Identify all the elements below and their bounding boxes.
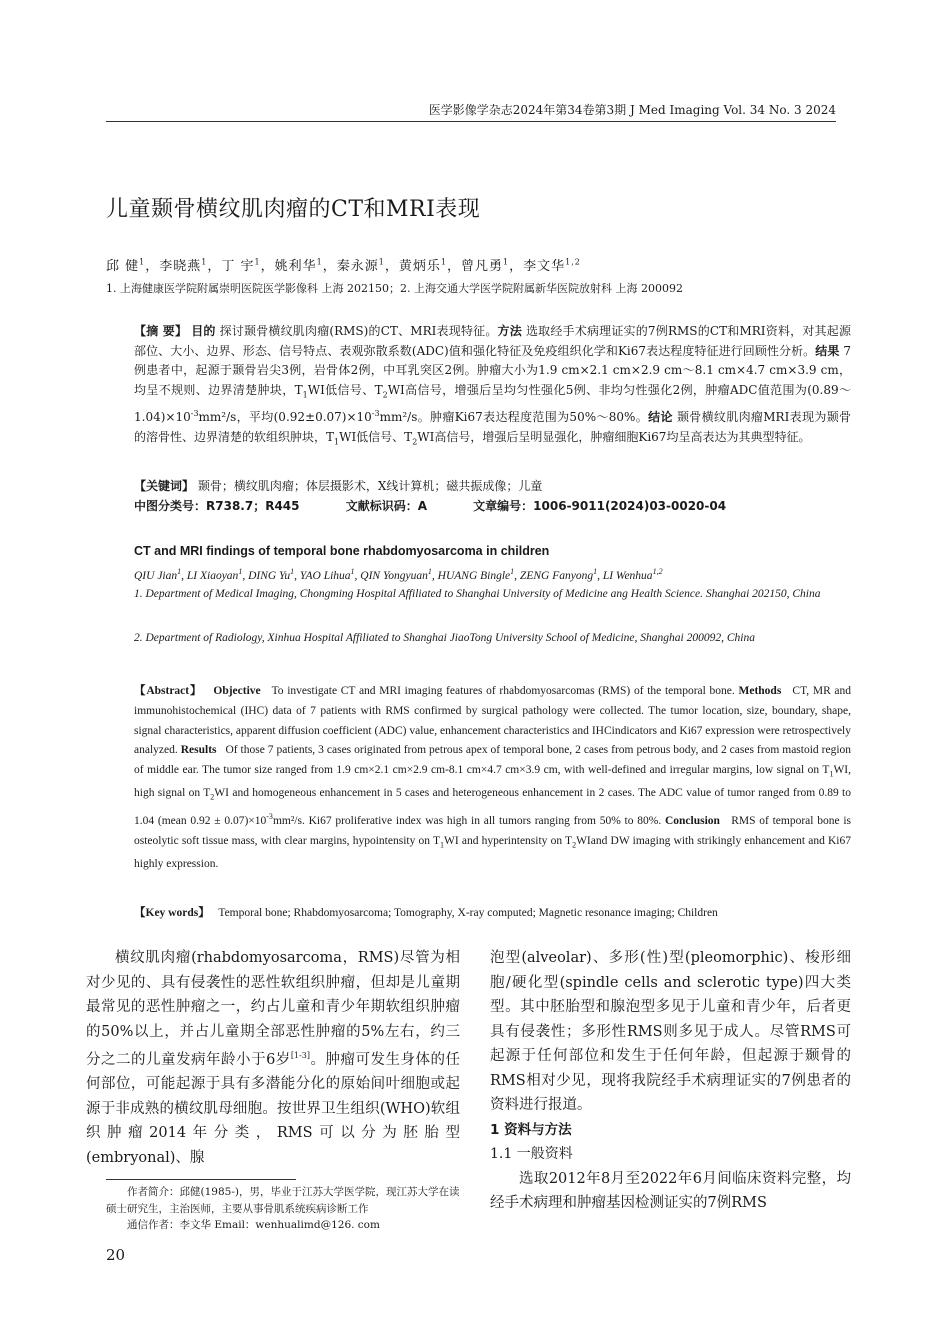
author-sup: 1 <box>254 257 261 267</box>
subscript: 2 <box>210 792 215 802</box>
abstract-label: 【摘 要】 <box>134 324 188 338</box>
subscript: 2 <box>572 840 577 850</box>
conclusion-text: 颞骨横纹肌肉瘤MRI表现为颞骨的溶骨性、边界清楚的软组织肿块，T <box>134 410 851 444</box>
author-name: 李晓燕 <box>159 259 202 274</box>
author-sup: 1 <box>350 567 355 576</box>
author-bio: 作者简介：邱健(1985-)，男，毕业于江苏大学医学院，现江苏大学在读硕士研究生，主治医师，主要从事骨肌系统疾病诊断工作 <box>106 1186 460 1215</box>
author-name: 邱 健 <box>106 259 140 274</box>
objective-label: Objective <box>213 685 261 697</box>
header-rule <box>106 121 836 122</box>
subscript: 2 <box>412 437 418 447</box>
conclusion-text: WI高信号，增强后呈明显强化，肿瘤细胞Ki67均呈高表达为其典型特征。 <box>417 429 811 444</box>
results-text: WI, high signal on T <box>134 764 851 800</box>
author-name: 李文华 <box>523 259 566 274</box>
corresponding-author: 通信作者：李文华 Email：wenhualimd@126. com <box>127 1219 380 1231</box>
affiliation-en-1: 1. Department of Medical Imaging, Chongming Hospital Affiliated to Shanghai University of Medicine ang Health Science. Shanghai 202150, China <box>134 588 821 600</box>
article-number: 文章编号：1006-9011(2024)03-0020-04 <box>473 499 727 513</box>
subscript: 1 <box>302 389 308 399</box>
author-name: 黄炳乐 <box>398 259 441 274</box>
document-code: 文献标识码：A <box>345 499 427 513</box>
section-heading: 1 资料与方法 <box>490 1121 572 1138</box>
author-sup: 1,2 <box>652 567 663 576</box>
methods-label: Methods <box>738 685 782 697</box>
author-sup: 1 <box>290 567 295 576</box>
exponent: -3 <box>190 409 199 419</box>
results-text: mm²/s. Ki67 proliferative index was high in all tumors ranging from 50% to 80%. <box>272 815 662 828</box>
english-title: CT and MRI findings of temporal bone rhabdomyosarcoma in children <box>134 544 550 558</box>
objective-label: 目的 <box>191 324 216 338</box>
author-sup: 1 <box>427 567 432 576</box>
classification-line <box>134 497 726 514</box>
author-sup: 1,2 <box>565 257 581 267</box>
footnote <box>106 1184 466 1234</box>
results-text: mm²/s，平均(0.92±0.07)×10 <box>198 410 372 425</box>
results-text: Of those 7 patients, 3 cases originated from petrous apex of temporal bone, 2 cases from petrous body, and 2 cases from mastoid region of middle ear. The tumor size ranged from 1.9 cm×2.1 cm×2.9 cm-8.1 cm×4.7 cm×3.9 cm, with well-defined and irregular margins, low signal on T <box>134 744 852 777</box>
methods-label: 方法 <box>497 324 522 338</box>
keywords-en <box>134 904 718 920</box>
author-name: 姚利华 <box>274 259 317 274</box>
methods-text: 选取经手术病理证实的7例RMS的CT和MRI资料，对其起源部位、大小、边界、形态、信号特点、表观弥散系数(ADC)值和强化特征及免疫组织化学和Ki67表达程度特征进行回顾性分析。 <box>134 324 851 358</box>
objective-text: 探讨颞骨横纹肌肉瘤(RMS)的CT、MRI表现特征。 <box>219 324 498 338</box>
results-text: WI高信号，增强后呈均匀性强化5例、非均匀性强化2例，肿瘤ADC值范围为(0.89～1.04)×10 <box>134 382 851 425</box>
author-sup: 1 <box>378 257 385 267</box>
results-label: Results <box>180 744 217 757</box>
keywords-label: 【Key words】 <box>134 907 210 919</box>
methods-text: CT, MR and immunohistochemical (IHC) data of 7 patients with RMS confirmed by surgical pathology were collected. The tumor location, size, boundary, shape, signal characteristics, apparent diffusion coefficient (ADC) value, enhancement characteristics and IHCindicators and Ki67 expression were retrospectively analyzed. <box>134 685 852 757</box>
conclusion-text: WIand DW imaging with strikingly enhancement and Ki67 highly expression. <box>134 835 851 871</box>
journal-header: 医学影像学杂志2024年第34卷第3期 J Med Imaging Vol. 34 No. 3 2024 <box>428 103 836 117</box>
conclusion-text: WI and hyperintensity on T <box>444 835 573 847</box>
authors-cn: 邱 健$^1$，李晓燕$^1$，丁 宇$^1$，姚利华$^1$，秦永源$^1$，黄炳乐$^1$，曾凡勇$^1$，李文华$^{1,2}$ <box>106 257 581 274</box>
author-name: HUANG Bingle <box>437 569 511 582</box>
body-paragraph: 选取2012年8月至2022年6月间临床资料完整，均经手术病理和肿瘤基因检测证实的7例RMS <box>490 1170 851 1211</box>
paragraph-text: 。肿瘤可发生身体的任何部位，可能起源于具有多潜能分化的原始间叶细胞或起源于非成熟的横纹肌母细胞。按世界卫生组织(WHO)软组织肿瘤2014年分类，RMS可以分为胚胎型(embryonal)、腺 <box>86 1051 460 1166</box>
author-sup: 1 <box>201 257 208 267</box>
exponent: -3 <box>371 409 380 419</box>
author-sup: 1 <box>503 257 510 267</box>
author-name: QIN Yongyuan <box>360 569 428 582</box>
author-sup: 1 <box>510 567 515 576</box>
author-sup: 1 <box>177 567 182 576</box>
abstract-en <box>134 682 851 875</box>
author-sup: 1 <box>139 257 146 267</box>
affiliation-cn: 1. 上海健康医学院附属崇明医院医学影像科 上海 202150；2. 上海交通大学医学院附属新华医院放射科 上海 200092 <box>106 282 683 295</box>
results-text: WI and homogeneous enhancement in 5 cases and heterogeneous enhancement in 2 cases. The ADC value of tumor ranged from 0.89 to 1.04 (mean 0.92 ± 0.07)×10 <box>134 787 851 828</box>
results-label: 结果 <box>815 343 840 358</box>
results-text: mm²/s。肿瘤Ki67表达程度范围为50%～80%。 <box>379 410 649 425</box>
objective-text: To investigate CT and MRI imaging features of rhabdomyosarcomas (RMS) of the temporal bone. <box>271 685 735 697</box>
subscript: 1 <box>334 437 340 447</box>
paragraph-text: 横纹肌肉瘤(rhabdomyosarcoma，RMS)尽管为相对少见的、具有侵袭性的恶性软组织肿瘤，但却是儿童期最常见的恶性肿瘤之一，约占儿童和青少年期软组织肿瘤的50%以上，并占儿童期全部恶性肿瘤的5%左右，约三分之二的儿童发病年龄小于6岁 <box>86 950 460 1068</box>
abstract-label: 【Abstract】 <box>134 685 203 697</box>
author-name: LI Xiaoyan <box>186 569 239 582</box>
author-name: YAO Lihua <box>299 569 351 582</box>
keywords-text: 颞骨；横纹肌肉瘤；体层摄影术，X线计算机；磁共振成像；儿童 <box>197 479 543 493</box>
body-paragraph <box>86 946 460 1170</box>
article-title: 儿童颞骨横纹肌肉瘤的CT和MRI表现 <box>106 197 481 222</box>
body-column-left <box>86 946 460 1170</box>
footnote-rule <box>106 1179 296 1180</box>
author-name: 曾凡勇 <box>461 259 504 274</box>
authors-en: QIU Jian$^1$, LI Xiaoyan$^1$, DING Yu$^1$, YAO Lihua$^1$, QIN Yongyuan$^1$, HUANG Bingle$^1$, ZENG Fanyong$^1$, LI Wenhua$^{1,2}$ <box>134 567 663 582</box>
abstract-cn <box>134 322 851 452</box>
affiliation-en-2: 2. Department of Radiology, Xinhua Hospital Affiliated to Shanghai JiaoTong University School of Medicine, Shanghai 200092, China <box>134 632 755 644</box>
clc-number: 中图分类号：R738.7；R445 <box>134 499 300 513</box>
conclusion-label: 结论 <box>648 410 673 425</box>
author-sup: 1 <box>316 257 323 267</box>
author-name: LI Wenhua <box>602 569 653 582</box>
keywords-label: 【关键词】 <box>134 479 195 493</box>
keywords-cn <box>134 477 851 497</box>
citation-ref: [1-3] <box>290 1051 310 1060</box>
author-name: 秦永源 <box>336 259 379 274</box>
subsection-heading: 1.1 一般资料 <box>490 1146 573 1162</box>
body-paragraph: 泡型(alveolar)、多形(性)型(pleomorphic)、梭形细胞/硬化型(spindle cells and sclerotic type)四大类型。其中胚胎型和腺泡型多见于儿童和青少年，后者更具有侵袭性；多形性RMS则多见于成人。尽管RMS可起源于任何部位和发生于任何年龄，但起源于颞骨的RMS相对少见，现将我院经手术病理证实的7例患者的资料进行报道。 <box>490 950 851 1113</box>
author-name: QIU Jian <box>134 569 178 582</box>
keywords-text: Temporal bone; Rhabdomyosarcoma; Tomography, X-ray computed; Magnetic resonance imaging; Children <box>218 907 718 919</box>
subscript: 1 <box>440 840 444 850</box>
author-name: DING Yu <box>248 569 291 582</box>
author-name: ZENG Fanyong <box>519 569 594 582</box>
author-sup: 1 <box>238 567 243 576</box>
body-column-right <box>490 946 851 1216</box>
results-text: WI低信号、T <box>307 382 383 397</box>
conclusion-text: WI低信号、T <box>339 429 413 444</box>
conclusion-text: RMS of temporal bone is osteolytic soft tissue mass, with clear margins, hypointensity on T <box>134 815 851 847</box>
results-text: 7例患者中，起源于颞骨岩尖3例，岩骨体2例，中耳乳突区2例。肿瘤大小为1.9 cm×2.1 cm×2.9 cm～8.1 cm×4.7 cm×3.9 cm，均呈不规则、边界清楚肿块，T <box>134 343 851 397</box>
page-number: 20 <box>106 1246 126 1264</box>
author-sup: 1 <box>593 567 598 576</box>
author-sup: 1 <box>440 257 447 267</box>
exponent: -3 <box>266 812 273 822</box>
subscript: 2 <box>382 389 388 399</box>
subscript: 1 <box>829 769 834 779</box>
conclusion-label: Conclusion <box>664 815 720 828</box>
author-name: 丁 宇 <box>221 259 255 274</box>
